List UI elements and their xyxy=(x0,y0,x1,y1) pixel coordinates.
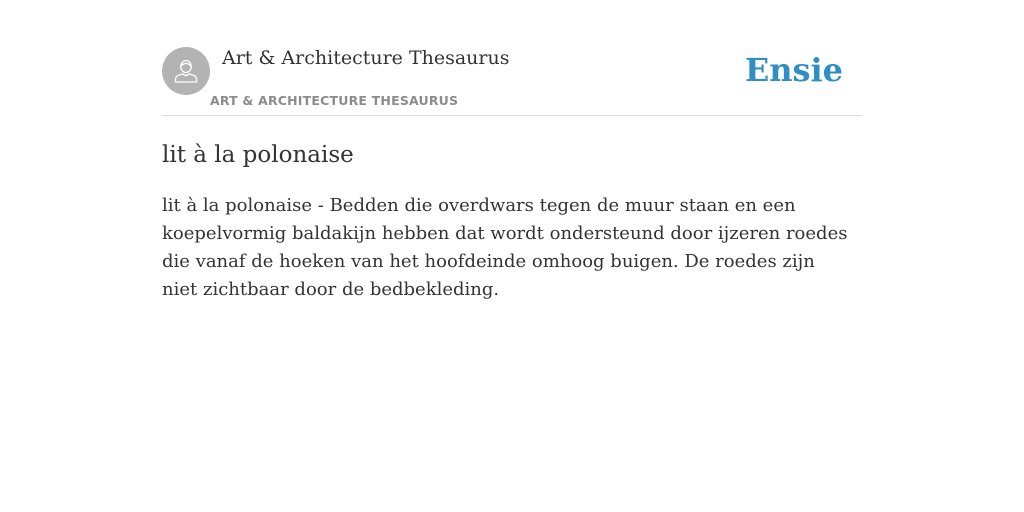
brand-logo[interactable]: Ensie xyxy=(744,51,843,89)
author-subtitle[interactable]: ART & ARCHITECTURE THESAURUS xyxy=(210,93,459,108)
avatar[interactable] xyxy=(162,47,210,95)
entry-header xyxy=(162,0,862,116)
entry-title: lit à la polonaise xyxy=(162,142,354,168)
entry-body: lit à la polonaise - Bedden die overdwars tegen de muur staan en een koepelvormig baldakijn hebben dat wordt ondersteund door ijzeren roedes die vanaf de hoeken van het hoofdeinde omhoog buigen. De roedes zijn niet zichtbaar door de bedbekleding. xyxy=(162,195,848,300)
user-icon xyxy=(171,56,201,86)
entry-card xyxy=(162,0,862,300)
author-name[interactable]: Art & Architecture Thesaurus xyxy=(222,47,510,69)
